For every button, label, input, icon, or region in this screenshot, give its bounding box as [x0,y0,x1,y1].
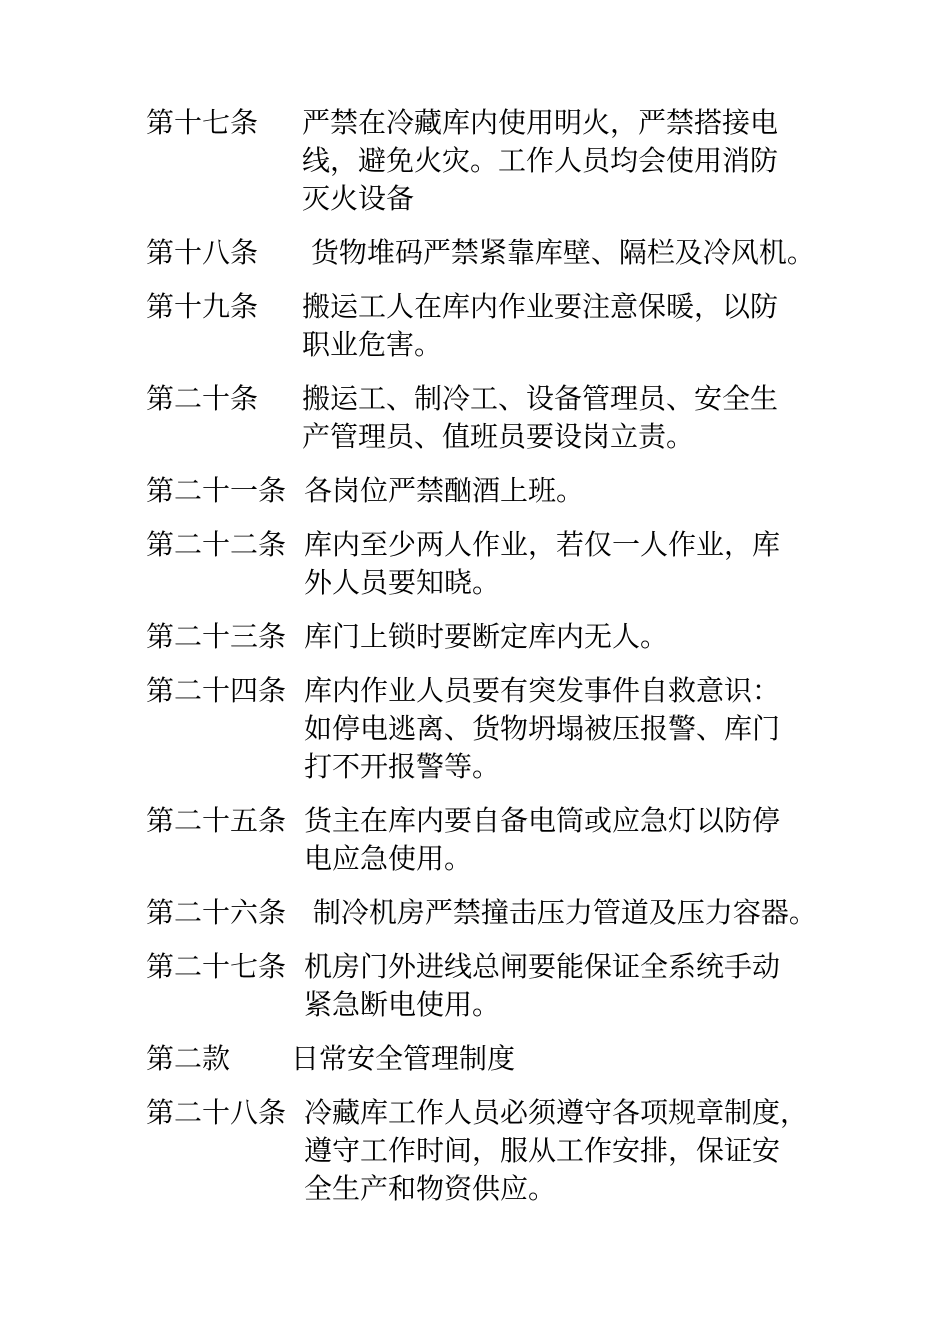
article-line: 库门上锁时要断定库内无人。 [304,620,669,653]
article-line: 搬运工人在库内作业要注意保暖，以防 [302,290,779,323]
article-line: 全生产和物资供应。 [304,1172,557,1205]
article-26 [146,894,846,932]
article-number: 第十八条 [146,236,259,269]
article-line: 职业危害。 [302,328,443,361]
article-number: 第二十八条 [146,1096,287,1129]
article-line: 制冷机房严禁撞击压力管道及压力容器。 [304,896,817,929]
article-line: 线，避免火灾。工作人员均会使用消防 [302,144,779,177]
article-number: 第二十二条 [146,528,287,561]
article-21 [146,472,846,510]
article-number: 第十七条 [146,106,259,139]
article-22 [146,526,846,602]
article-text [304,1094,808,1208]
article-number: 第二十四条 [146,674,287,707]
section-2 [146,1040,846,1078]
section-title [291,1040,515,1078]
article-number: 第二十七条 [146,950,287,983]
article-number: 第二十六条 [146,896,287,929]
document-body [146,104,846,1224]
article-18 [146,234,846,272]
article-27 [146,948,846,1024]
article-text [304,526,780,602]
article-line: 货主在库内要自备电筒或应急灯以防停 [304,804,781,837]
article-24 [146,672,846,786]
article-text [302,380,778,456]
article-line: 遵守工作时间，服从工作安排，保证安 [304,1134,781,1167]
article-line: 紧急断电使用。 [304,988,501,1021]
article-line: 外人员要知晓。 [304,566,501,599]
article-number: 第二十一条 [146,474,287,507]
article-line: 库内作业人员要有突发事件自救意识： [304,674,781,707]
article-20 [146,380,846,456]
article-25 [146,802,846,878]
article-text [304,618,668,656]
article-text [302,104,778,218]
section-line: 日常安全管理制度 [291,1042,516,1075]
article-number: 第二十五条 [146,804,287,837]
article-text [304,672,780,786]
article-number: 第十九条 [146,290,259,323]
article-text [304,894,817,932]
article-23 [146,618,846,656]
article-line: 机房门外进线总闸要能保证全系统手动 [304,950,781,983]
article-number: 第二十条 [146,382,259,415]
article-19 [146,288,846,364]
article-text [302,288,778,364]
article-line: 搬运工、制冷工、设备管理员、安全生 [302,382,779,415]
article-line: 各岗位严禁酗酒上班。 [304,474,585,507]
article-line: 如停电逃离、货物坍塌被压报警、库门 [304,712,781,745]
article-17 [146,104,846,218]
article-number: 第二十三条 [146,620,287,653]
article-line: 冷藏库工作人员必须遵守各项规章制度， [304,1096,809,1129]
article-line: 产管理员、值班员要设岗立责。 [302,420,695,453]
article-text [302,234,815,272]
article-text [304,802,780,878]
article-text [304,472,584,510]
article-28 [146,1094,846,1208]
article-line: 电应急使用。 [304,842,473,875]
article-text [304,948,780,1024]
article-line: 打不开报警等。 [304,750,501,783]
article-line: 库内至少两人作业，若仅一人作业，库 [304,528,781,561]
article-line: 灭火设备 [302,182,415,215]
section-number: 第二款 [146,1042,231,1075]
article-line: 严禁在冷藏库内使用明火，严禁搭接电 [302,106,779,139]
article-line: 货物堆码严禁紧靠库壁、隔栏及冷风机。 [302,236,815,269]
